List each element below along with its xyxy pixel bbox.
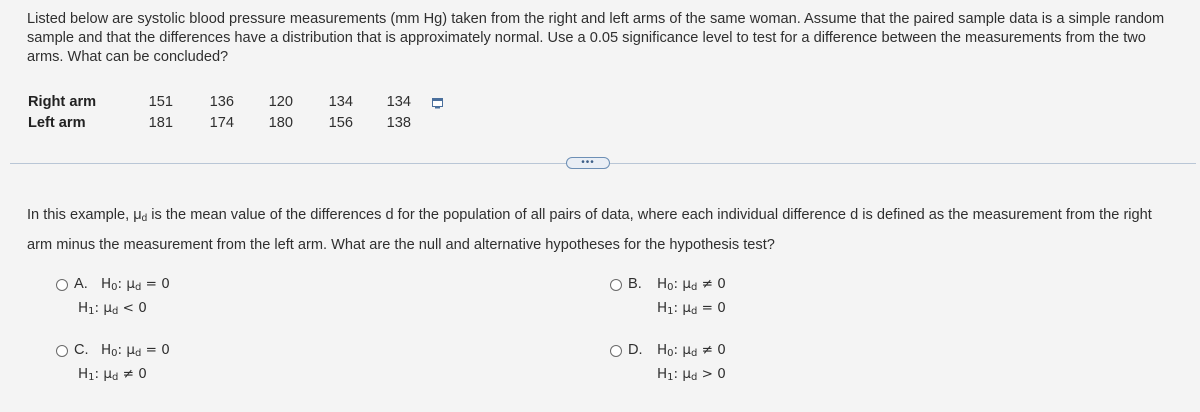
question-part: In this example, μ xyxy=(27,207,142,223)
hyp-text: = 0 xyxy=(141,276,170,292)
option-c[interactable] xyxy=(56,342,186,392)
table-cell: 120 xyxy=(268,94,293,110)
option-a[interactable] xyxy=(56,276,186,326)
hyp-text: = 0 xyxy=(697,300,726,316)
hyp-subscript: 0 xyxy=(667,348,674,359)
hyp-subscript: 0 xyxy=(111,348,118,359)
hyp-subscript: d xyxy=(690,348,698,359)
null-hypothesis xyxy=(101,342,170,359)
hyp-subscript: d xyxy=(690,306,698,317)
hyp-text: ≠ 0 xyxy=(697,342,726,358)
hyp-subscript: d xyxy=(111,306,119,317)
hyp-symbol: H xyxy=(657,366,668,382)
alternative-hypothesis xyxy=(657,300,726,317)
hyp-text: : μ xyxy=(117,342,135,358)
question-text xyxy=(27,202,1177,258)
hyp-text: = 0 xyxy=(141,342,170,358)
radio-button[interactable] xyxy=(610,279,622,291)
hyp-subscript: 1 xyxy=(667,306,674,317)
table-cell: 134 xyxy=(386,94,411,110)
alternative-hypothesis xyxy=(78,366,147,383)
option-letter: D. xyxy=(628,342,643,358)
hyp-subscript: d xyxy=(690,372,698,383)
table-cell: 136 xyxy=(209,94,234,110)
hyp-text: : μ xyxy=(94,366,112,382)
hyp-text: : μ xyxy=(673,300,691,316)
table-cell: 138 xyxy=(386,115,411,131)
hyp-subscript: d xyxy=(690,282,698,293)
table-cell: 134 xyxy=(328,94,353,110)
option-d[interactable] xyxy=(610,342,750,392)
hyp-text: ≠ 0 xyxy=(697,276,726,292)
hyp-subscript: d xyxy=(111,372,119,383)
hyp-symbol: H xyxy=(101,276,112,292)
radio-button[interactable] xyxy=(610,345,622,357)
hyp-symbol: H xyxy=(657,276,668,292)
null-hypothesis xyxy=(657,276,726,293)
table-cell: 181 xyxy=(148,115,173,131)
hyp-text: : μ xyxy=(673,342,691,358)
alternative-hypothesis xyxy=(657,366,726,383)
hyp-subscript: 1 xyxy=(667,372,674,383)
option-letter: A. xyxy=(74,276,88,292)
question-part: is the mean value of the differences d for the population of all pairs of data, where each individual difference d is defined as the measurement from the right arm minus the measurement from the left arm. What are the null and alternative hypotheses for the hypothesis test? xyxy=(27,207,1152,253)
radio-button[interactable] xyxy=(56,279,68,291)
table-cell: 151 xyxy=(148,94,173,110)
hyp-symbol: H xyxy=(657,300,668,316)
hyp-subscript: 1 xyxy=(88,306,95,317)
hyp-text: : μ xyxy=(673,366,691,382)
option-b[interactable] xyxy=(610,276,750,326)
alternative-hypothesis xyxy=(78,300,147,317)
hyp-symbol: H xyxy=(78,366,89,382)
radio-button[interactable] xyxy=(56,345,68,357)
null-hypothesis xyxy=(657,342,726,359)
hyp-symbol: H xyxy=(657,342,668,358)
hyp-text: : μ xyxy=(673,276,691,292)
option-letter: C. xyxy=(74,342,89,358)
hyp-text: > 0 xyxy=(697,366,726,382)
row-label: Left arm xyxy=(28,115,86,131)
hyp-text: ≠ 0 xyxy=(118,366,147,382)
hyp-subscript: 0 xyxy=(111,282,118,293)
copy-data-icon[interactable] xyxy=(432,96,443,107)
hyp-subscript: d xyxy=(134,348,142,359)
question-subscript: d xyxy=(141,213,148,224)
hyp-text: < 0 xyxy=(118,300,147,316)
expand-button[interactable]: ••• xyxy=(566,157,610,169)
table-cell: 174 xyxy=(209,115,234,131)
table-cell: 156 xyxy=(328,115,353,131)
problem-statement: Listed below are systolic blood pressure measurements (mm Hg) taken from the right and left arms of the same woman. Assume that the paired sample data is a simple random sample and that the differences have a distribution that is approximately normal. Use a 0.05 significance level to test for a difference between the measurements from the two arms. What can be concluded? xyxy=(27,11,1165,65)
hyp-text: : μ xyxy=(117,276,135,292)
hyp-subscript: 1 xyxy=(88,372,95,383)
row-label: Right arm xyxy=(28,94,97,110)
hyp-symbol: H xyxy=(101,342,112,358)
hyp-text: : μ xyxy=(94,300,112,316)
option-letter: B. xyxy=(628,276,642,292)
null-hypothesis xyxy=(101,276,170,293)
hyp-subscript: 0 xyxy=(667,282,674,293)
hyp-symbol: H xyxy=(78,300,89,316)
table-cell: 180 xyxy=(268,115,293,131)
hyp-subscript: d xyxy=(134,282,142,293)
